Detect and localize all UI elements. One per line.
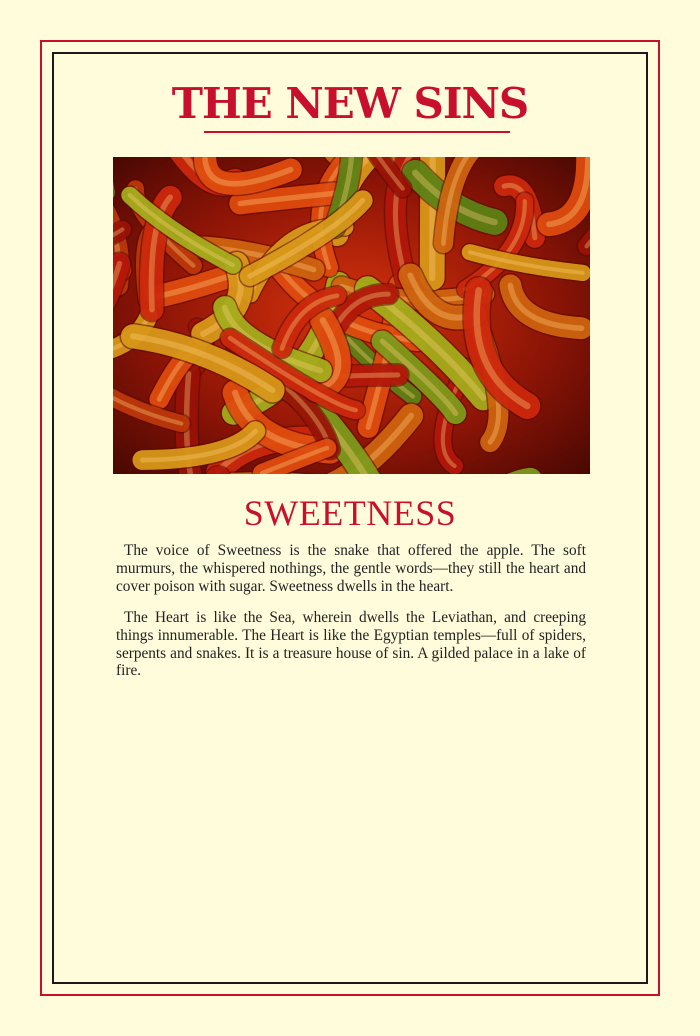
- body-paragraph-1: The voice of Sweetness is the snake that offered the apple. The soft murmurs, the whispered nothings, the gentle words—they still the heart and cover poison with sugar. Sweetness dwells in the heart.: [116, 542, 586, 595]
- gummy-worms-photo: [113, 157, 590, 474]
- gummy-worms-illustration: [113, 157, 590, 474]
- section-title: SWEETNESS: [243, 493, 457, 533]
- page-title: THE NEW SINS: [171, 79, 529, 128]
- title-underline: [204, 131, 510, 133]
- body-paragraph-2: The Heart is like the Sea, wherein dwells the Leviathan, and creeping things innumerable. The Heart is like the Egyptian temples—full of spiders, serpents and snakes. It is a treasure house of sin. A gilded palace in a lake of fire.: [116, 609, 586, 680]
